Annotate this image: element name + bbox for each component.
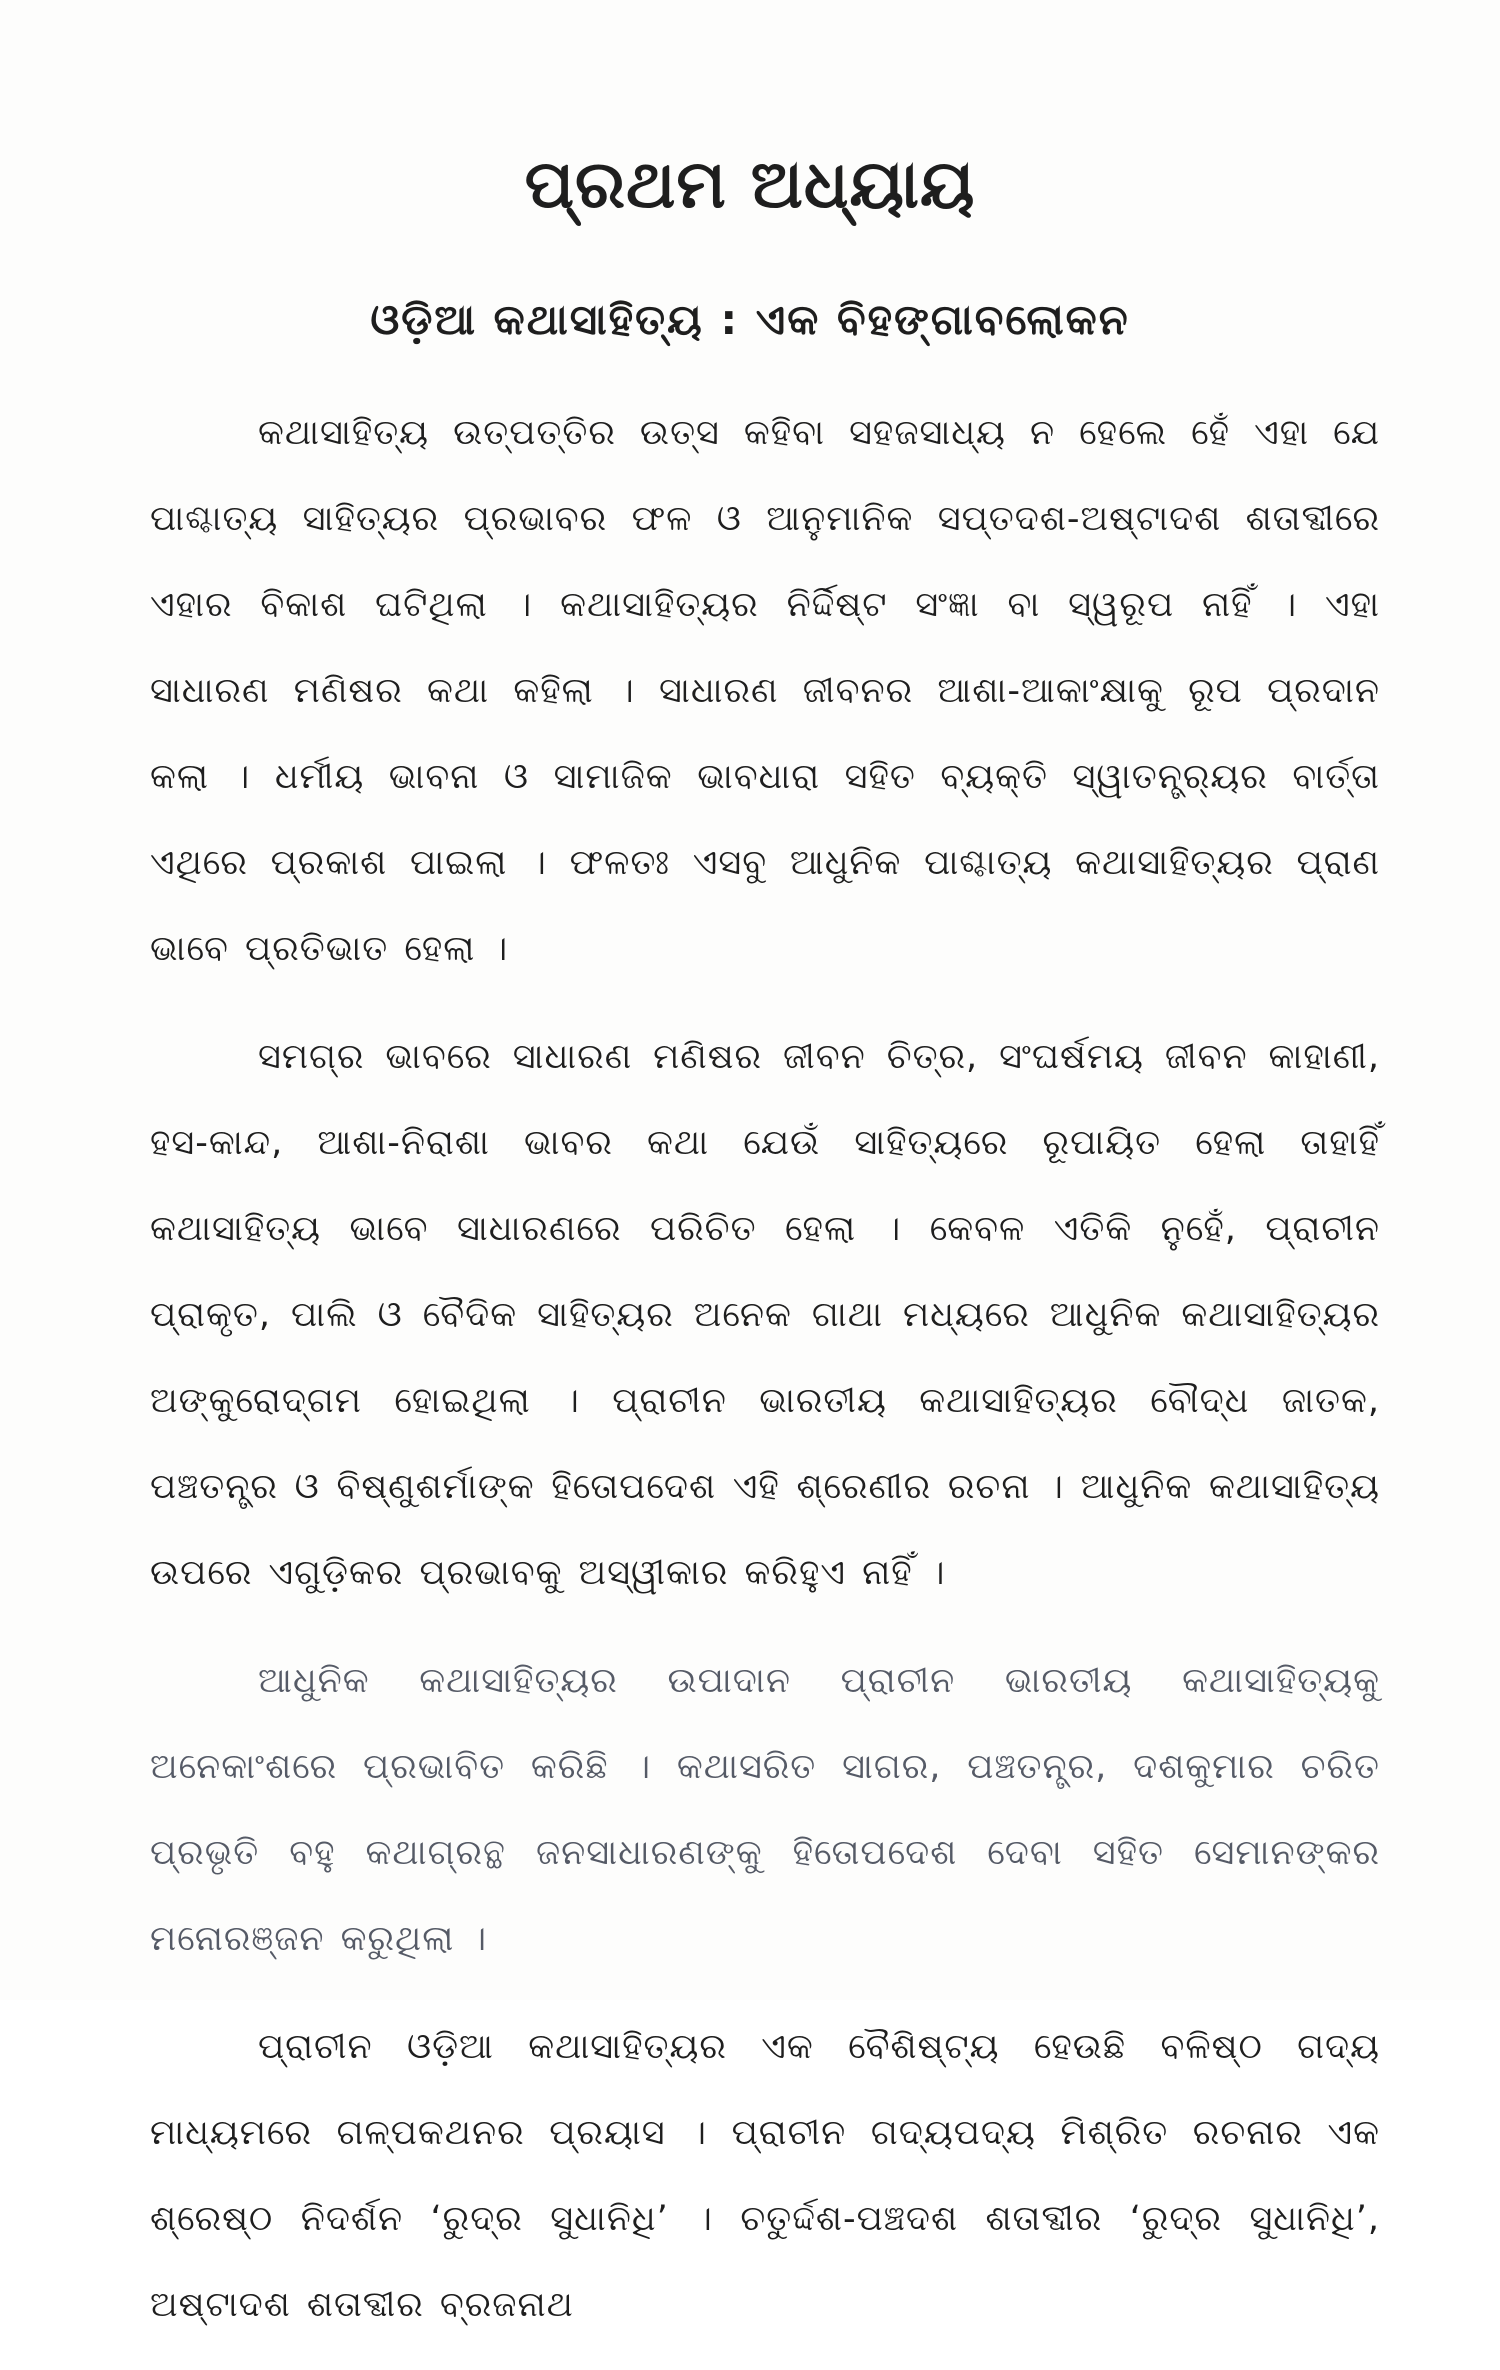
paragraph-1: କଥାସାହିତ୍ୟ ଉତ୍ପତ୍ତିର ଉତ୍ସ କହିବା ସହଜସାଧ୍ୟ ନ ହେଲେ ହେଁ ଏହା ଯେ ପାଶ୍ଚାତ୍ୟ ସାହିତ୍ୟର ପ୍ରଭାବର ଫଳ ଓ ଆନୁମାନିକ ସପ୍ତଦଶ-ଅଷ୍ଟାଦଶ ଶତାବ୍ଦୀରେ ଏହାର ବିକାଶ ଘଟିଥିଲା । କଥାସାହିତ୍ୟର ନିର୍ଦ୍ଦିଷ୍ଟ ସଂଜ୍ଞା ବା ସ୍ୱରୂପ ନାହିଁ । ଏହା ସାଧାରଣ ମଣିଷର କଥା କହିଲା । ସାଧାରଣ ଜୀବନର ଆଶା-ଆକାଂକ୍ଷାକୁ ରୂପ ପ୍ରଦାନ କଲା । ଧର୍ମୀୟ ଭାବନା ଓ ସାମାଜିକ ଭାବଧାରା ସହିତ ବ୍ୟକ୍ତି ସ୍ୱାତନ୍ତ୍ର୍ୟର ବାର୍ତ୍ତା ଏଥିରେ ପ୍ରକାଶ ପାଇଲା । ଫଳତଃ ଏସବୁ ଆଧୁନିକ ପାଶ୍ଚାତ୍ୟ କଥାସାହିତ୍ୟର ପ୍ରାଣ ଭାବେ ପ୍ରତିଭାତ ହେଲା । <box>150 413 1380 969</box>
paragraph-2: ସମଗ୍ର ଭାବରେ ସାଧାରଣ ମଣିଷର ଜୀବନ ଚିତ୍ର, ସଂଘର୍ଷମୟ ଜୀବନ କାହାଣୀ, ହସ-କାନ୍ଦ, ଆଶା-ନିରାଶା ଭାବର କଥା ଯେଉଁ ସାହିତ୍ୟରେ ରୂପାୟିତ ହେଲା ତାହାହିଁ କଥାସାହିତ୍ୟ ଭାବେ ସାଧାରଣରେ ପରିଚିତ ହେଲା । କେବଳ ଏତିକି ନୁହେଁ, ପ୍ରାଚୀନ ପ୍ରାକୃତ, ପାଲି ଓ ବୈଦିକ ସାହିତ୍ୟର ଅନେକ ଗାଥା ମଧ୍ୟରେ ଆଧୁନିକ କଥାସାହିତ୍ୟର ଅଙ୍କୁରୋଦ୍‌ଗମ ହୋଇଥିଲା । ପ୍ରାଚୀନ ଭାରତୀୟ କଥାସାହିତ୍ୟର ବୌଦ୍ଧ ଜାତକ, ପଞ୍ଚତନ୍ତ୍ର ଓ ବିଷ୍ଣୁଶର୍ମାଙ୍କ ହିତୋପଦେଶ ଏହି ଶ୍ରେଣୀର ରଚନା । ଆଧୁନିକ କଥାସାହିତ୍ୟ ଉପରେ ଏଗୁଡ଼ିକର ପ୍ରଭାବକୁ ଅସ୍ୱୀକାର କରିହୁଏ ନାହିଁ । <box>150 1037 1380 1593</box>
chapter-title: ପ୍ରଥମ ଅଧ୍ୟାୟ <box>524 146 976 223</box>
paragraph-3: ଆଧୁନିକ କଥାସାହିତ୍ୟର ଉପାଦାନ ପ୍ରାଚୀନ ଭାରତୀୟ କଥାସାହିତ୍ୟକୁ ଅନେକାଂଶରେ ପ୍ରଭାବିତ କରିଛି । କଥାସରିତ ସାଗର, ପଞ୍ଚତନ୍ତ୍ର, ଦଶକୁମାର ଚରିତ ପ୍ରଭୃତି ବହୁ କଥାଗ୍ରନ୍ଥ ଜନସାଧାରଣଙ୍କୁ ହିତୋପଦେଶ ଦେବା ସହିତ ସେମାନଙ୍କର ମନୋରଞ୍ଜନ କରୁଥିଲା । <box>150 1661 1380 1959</box>
body-text <box>150 390 1380 2370</box>
section-title: ଓଡ଼ିଆ କଥାସାହିତ୍ୟ : ଏକ ବିହଙ୍ଗାବଲୋକନ <box>370 295 1130 344</box>
paragraph-4: ପ୍ରାଚୀନ ଓଡ଼ିଆ କଥାସାହିତ୍ୟର ଏକ ବୈଶିଷ୍ଟ୍ୟ ହେଉଛି ବଳିଷ୍ଠ ଗଦ୍ୟ ମାଧ୍ୟମରେ ଗଳ୍ପକଥନର ପ୍ରୟାସ । ପ୍ରାଚୀନ ଗଦ୍ୟପଦ୍ୟ ମିଶ୍ରିତ ରଚନାର ଏକ ଶ୍ରେଷ୍ଠ ନିଦର୍ଶନ ‘ରୁଦ୍ର ସୁଧାନିଧି’ । ଚତୁର୍ଦ୍ଦଶ-ପଞ୍ଚଦଶ ଶତାବ୍ଦୀର ‘ରୁଦ୍ର ସୁଧାନିଧି’, ଅଷ୍ଟାଦଶ ଶତାବ୍ଦୀର ବ୍ରଜନାଥ <box>150 2027 1380 2325</box>
